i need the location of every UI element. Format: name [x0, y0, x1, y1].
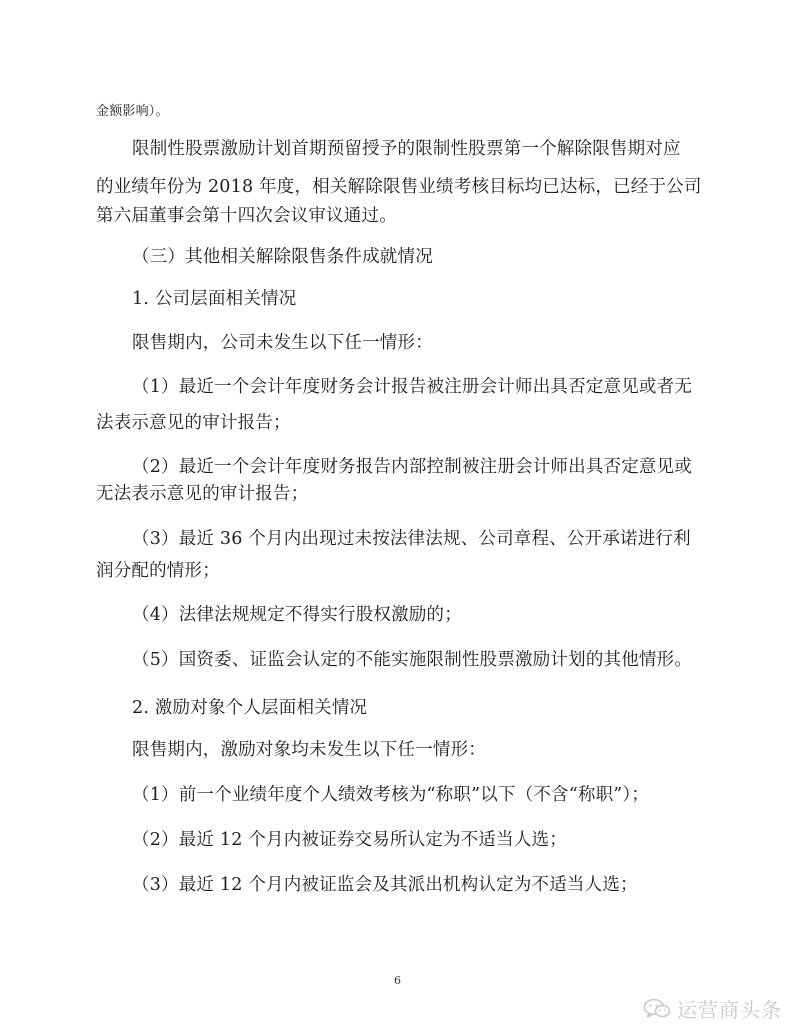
- page-number: 6: [394, 974, 401, 987]
- text-line: 限售期内，公司未发生以下任一情形：: [132, 333, 433, 353]
- list-item: （1）最近一个会计年度财务会计报告被注册会计师出具否定意见或者无: [132, 377, 693, 397]
- subsection-heading: 2. 激励对象个人层面相关情况: [132, 698, 368, 718]
- section-heading: （三）其他相关解除限售条件成就情况: [132, 247, 433, 267]
- watermark-text: 运营商头条: [677, 998, 782, 1022]
- text-line: 的业绩年份为 2018 年度，相关解除限售业绩考核目标均已达标，已经于公司: [96, 177, 702, 197]
- list-item: （2）最近一个会计年度财务报告内部控制被注册会计师出具否定意见或: [132, 457, 693, 477]
- watermark: [643, 994, 782, 1023]
- text-line: 金额影响）。: [96, 104, 169, 119]
- list-item: （5）国资委、证监会认定的不能实施限制性股票激励计划的其他情形。: [132, 650, 693, 670]
- text-line: 限制性股票激励计划首期预留授予的限制性股票第一个解除限售期对应: [132, 139, 681, 159]
- list-item-continuation: 润分配的情形；: [96, 561, 220, 581]
- list-item: （2）最近 12 个月内被证券交易所认定为不适当人选；: [132, 830, 567, 850]
- text-line: 第六届董事会第十四次会议审议通过。: [96, 206, 397, 226]
- list-item: （1）前一个业绩年度个人绩效考核为“称职”以下（不含“称职”）；: [132, 785, 650, 805]
- subsection-heading: 1. 公司层面相关情况: [132, 289, 297, 309]
- list-item-continuation: 无法表示意见的审计报告；: [96, 484, 309, 504]
- list-item: （3）最近 12 个月内被证监会及其派出机构认定为不适当人选；: [132, 875, 638, 895]
- list-item: （4）法律法规规定不得实行股权激励的；: [132, 605, 462, 625]
- list-item-continuation: 法表示意见的审计报告；: [96, 413, 291, 433]
- wechat-icon: [643, 998, 671, 1020]
- list-item: （3）最近 36 个月内出现过未按法律法规、公司章程、公开承诺进行利: [132, 529, 691, 549]
- text-line: 限售期内，激励对象均未发生以下任一情形：: [132, 740, 486, 760]
